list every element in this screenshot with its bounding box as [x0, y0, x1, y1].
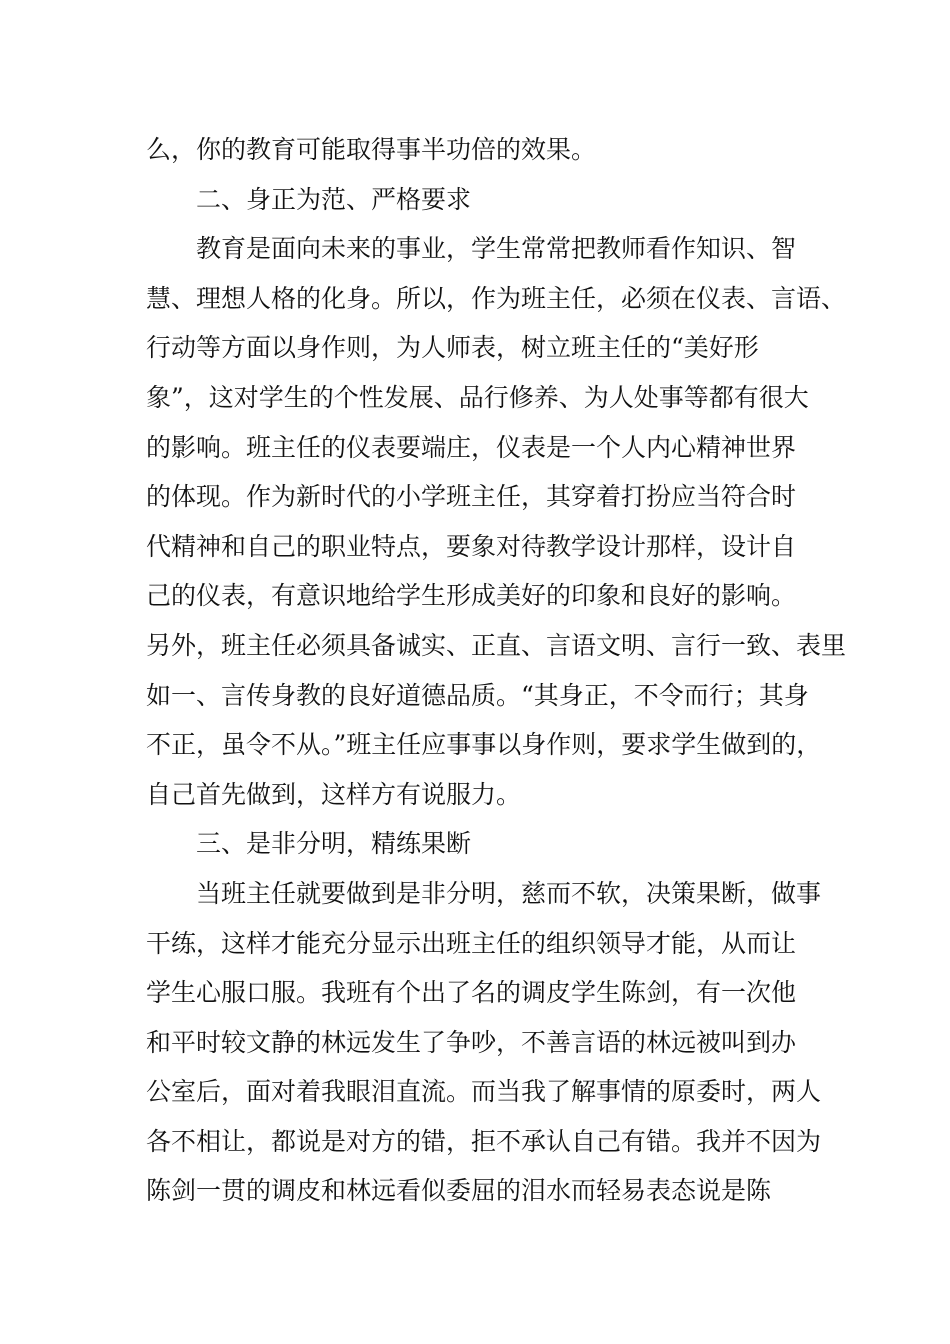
text-line: 行动等方面以身作则，为人师表，树立班主任的“美好形 — [146, 333, 759, 363]
text-line: 己的仪表，有意识地给学生形成美好的印象和良好的影响。 — [146, 581, 797, 611]
text-line: 和平时较文静的林远发生了争吵，不善言语的林远被叫到办 — [146, 1027, 797, 1057]
text-line: 慧、理想人格的化身。所以，作为班主任，必须在仪表、言语、 — [146, 283, 847, 313]
text-line: 学生心服口服。我班有个出了名的调皮学生陈剑，有一次他 — [146, 978, 797, 1008]
text-line: 自己首先做到，这样方有说服力。 — [146, 779, 522, 809]
section-heading: 三、是非分明，精练果断 — [196, 829, 472, 859]
text-line: 当班主任就要做到是非分明，慈而不软，决策果断，做事 — [196, 878, 822, 908]
text-line: 象”，这对学生的个性发展、品行修养、为人处事等都有很大 — [146, 382, 809, 412]
text-line: 如一、言传身教的良好道德品质。“其身正，不令而行；其身 — [146, 680, 809, 710]
text-line: 代精神和自己的职业特点，要象对待教学设计那样，设计自 — [146, 531, 797, 561]
text-line: 公室后，面对着我眼泪直流。而当我了解事情的原委时，两人 — [146, 1077, 822, 1107]
text-line: 的体现。作为新时代的小学班主任，其穿着打扮应当符合时 — [146, 482, 797, 512]
text-line: 各不相让，都说是对方的错，拒不承认自己有错。我并不因为 — [146, 1126, 822, 1156]
body-text — [146, 125, 847, 1216]
text-line: 么，你的教育可能取得事半功倍的效果。 — [146, 135, 597, 164]
text-line: 的影响。班主任的仪表要端庄，仪表是一个人内心精神世界 — [146, 432, 797, 462]
section-heading: 二、身正为范、严格要求 — [196, 184, 472, 214]
text-line: 干练，这样才能充分显示出班主任的组织领导才能，从而让 — [146, 928, 797, 958]
text-line: 不正，虽令不从。”班主任应事事以身作则，要求学生做到的， — [146, 730, 822, 760]
text-line: 另外，班主任必须具备诚实、正直、言语文明、言行一致、表里 — [146, 630, 847, 660]
text-line: 教育是面向未来的事业，学生常常把教师看作知识、智 — [196, 234, 797, 264]
text-line: 陈剑一贯的调皮和林远看似委屈的泪水而轻易表态说是陈 — [146, 1176, 772, 1206]
